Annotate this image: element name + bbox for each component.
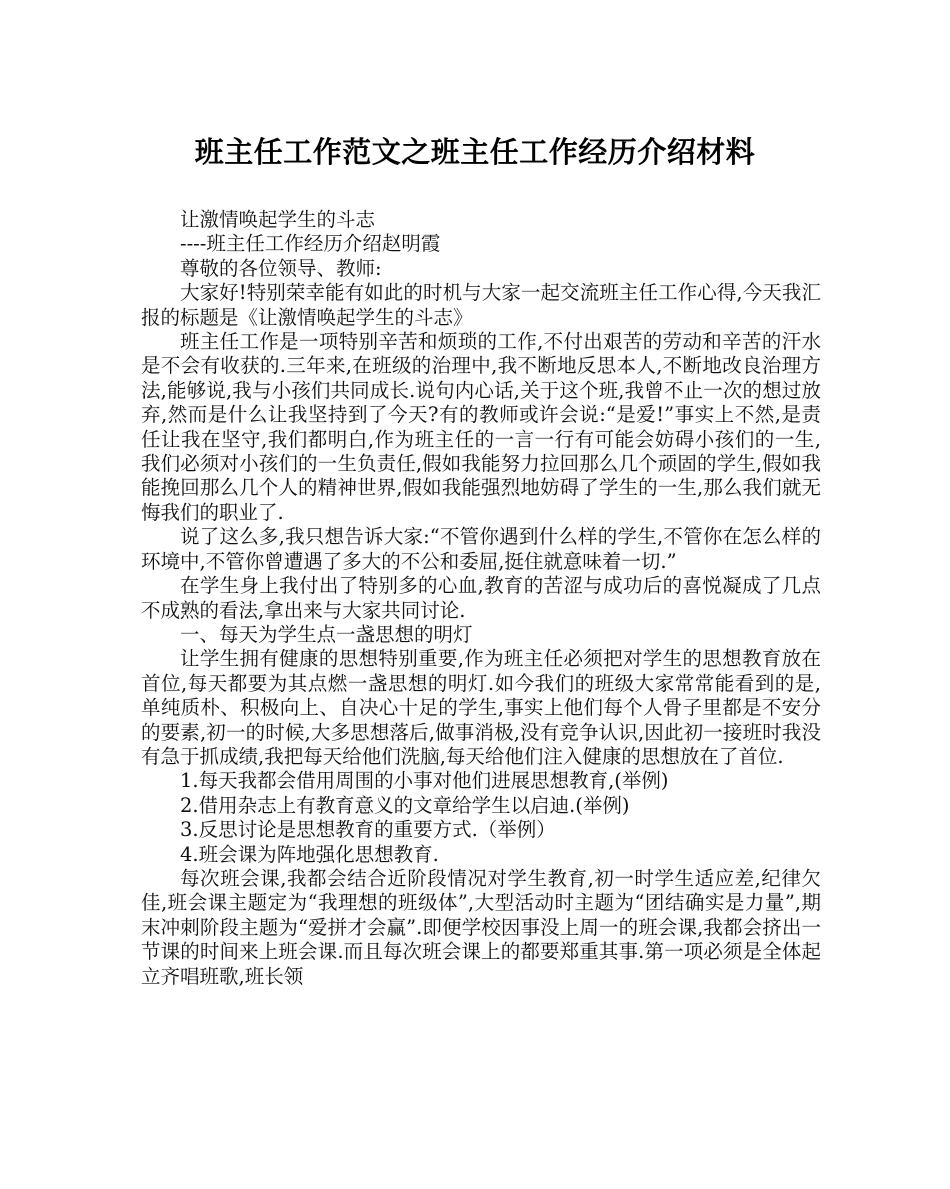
- paragraph-author-line: ----班主任工作经历介绍赵明霞: [180, 232, 441, 256]
- paragraph-body: 班主任工作是一项特别辛苦和烦琐的工作,不付出艰苦的劳动和辛苦的汗水是不会有收获的.三年来,在班级的治理中,我不断地反思本人,不断地改良治理方法,能够说,我与小孩们共同成长.说句内心话,关于这个班,我曾不止一次的想过放弃,然而是什么让我坚持到了今天?有的教师或许会说:“是爱!”事实上不然,是责任让我在坚守,我们都明白,作为班主任的一言一行有可能会妨碍小孩们的一生,我们必须对小孩们的一生负责任,假如我能努力拉回那么几个顽固的学生,假如我能挽回那么几个人的精神世界,假如我能强烈地妨碍了学生的一生,那么我们就无悔我们的职业了.: [141, 330, 821, 524]
- list-item: 2.借用杂志上有教育意义的文章给学生以启迪.(举例): [180, 793, 630, 817]
- list-item: 3.反思讨论是思想教育的重要方式.（举例）: [180, 818, 556, 842]
- section-heading: 一、每天为学生点一盏思想的明灯: [180, 622, 473, 646]
- list-item: 4.班会课为阵地强化思想教育.: [180, 842, 439, 866]
- paragraph-body: 说了这么多,我只想告诉大家:“不管你遇到什么样的学生,不管你在怎么样的环境中,不管你曾遭遇了多大的不公和委屈,挺住就意味着一切.”: [141, 525, 821, 573]
- paragraph-subtitle: 让激情唤起学生的斗志: [180, 208, 376, 231]
- paragraph-body: 在学生身上我付出了特别多的心血,教育的苦涩与成功后的喜悦凝成了几点不成熟的看法,拿出来与大家共同讨论.: [141, 574, 821, 622]
- list-item: 1.每天我都会借用周围的小事对他们进展思想教育,(举例): [180, 769, 669, 793]
- paragraph-greeting: 大家好!特别荣幸能有如此的时机与大家一起交流班主任工作心得,今天我汇报的标题是《让激情唤起学生的斗志》: [141, 281, 821, 329]
- paragraph-salutation: 尊敬的各位领导、教师:: [180, 256, 382, 280]
- document-body: [141, 208, 821, 989]
- paragraph-body: 每次班会课,我都会结合近阶段情况对学生教育,初一时学生适应差,纪律欠佳,班会课主题定为“我理想的班级体”,大型活动时主题为“团结确实是力量”,期末冲刺阶段主题为“爱拼才会赢”.即便学校因事没上周一的班会课,我都会挤出一节课的时间来上班会课.而且每次班会课上的都要郑重其事.第一项必须是全体起立齐唱班歌,班长领: [141, 866, 821, 988]
- paragraph-body: 让学生拥有健康的思想特别重要,作为班主任必须把对学生的思想教育放在首位,每天都要为其点燃一盏思想的明灯.如今我们的班级大家常常能看到的是,单纯质朴、积极向上、自决心十足的学生,事实上他们每个人骨子里都是不安分的要素,初一的时候,大多思想落后,做事消极,没有竞争认识,因此初一接班时我没有急于抓成绩,我把每天给他们洗脑,每天给他们注入健康的思想放在了首位.: [141, 647, 821, 768]
- document-title: 班主任工作范文之班主任工作经历介绍材料: [194, 135, 756, 169]
